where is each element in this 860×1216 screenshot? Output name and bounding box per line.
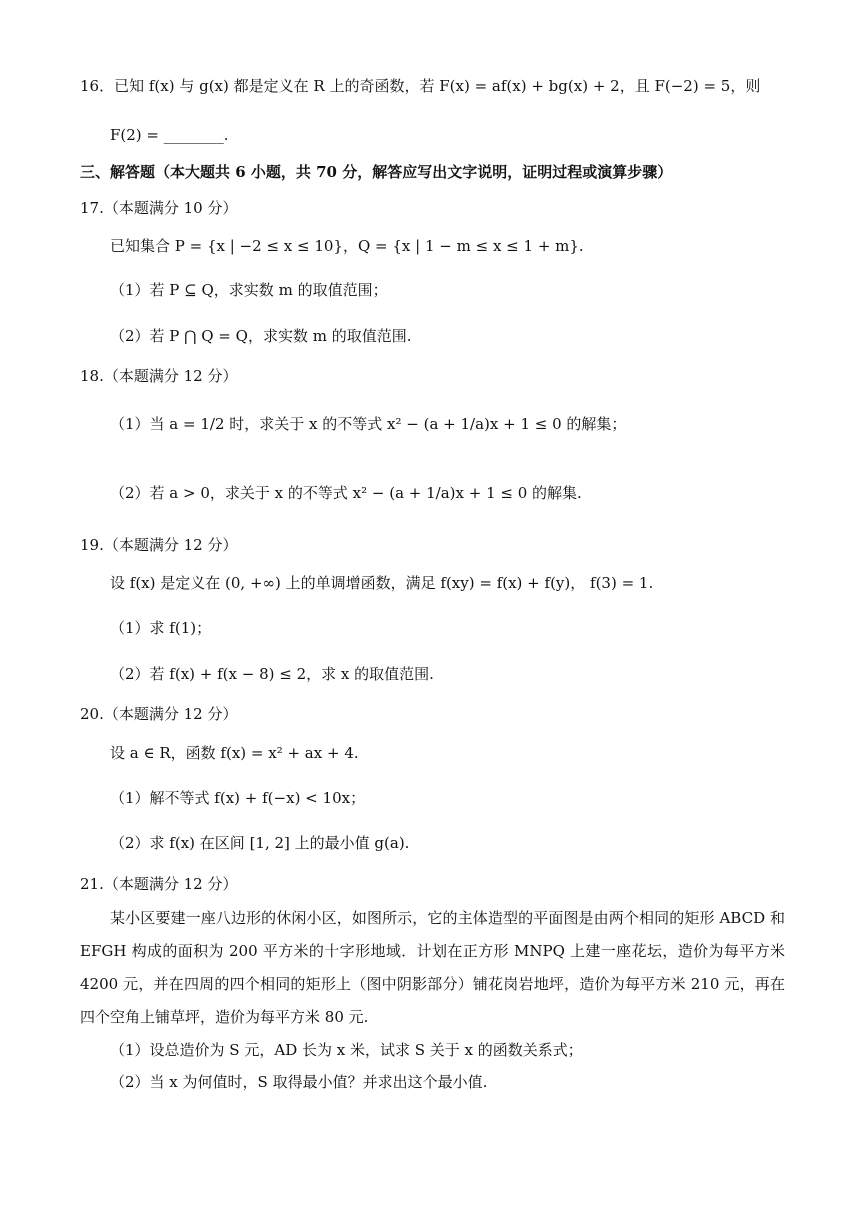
problem-17-title: 17.（本题满分 10 分） (80, 199, 238, 217)
problem-21-title: 21.（本题满分 12 分） (80, 875, 238, 893)
problem-20-title: 20.（本题满分 12 分） (80, 705, 238, 723)
problem-19-part-1: （1）求 f(1)； (110, 619, 212, 637)
problem-21-part-1: （1）设总造价为 S 元，AD 长为 x 米，试求 S 关于 x 的函数关系式； (110, 1041, 583, 1059)
problem-16-line-2: F(2) = ________. (110, 126, 229, 144)
problem-17-part-1: （1）若 P ⊆ Q，求实数 m 的取值范围； (110, 281, 388, 299)
problem-19-stem: 设 f(x) 是定义在 (0, +∞) 上的单调增函数，满足 f(xy) = f(x) + f(y)， f(3) = 1. (110, 574, 654, 592)
problem-16-line-1: 16．已知 f(x) 与 g(x) 都是定义在 R 上的奇函数，若 F(x) = af(x) + bg(x) + 2，且 F(−2) = 5，则 (80, 77, 761, 95)
problem-21-stem: 某小区要建一座八边形的休闲小区，如图所示，它的主体造型的平面图是由两个相同的矩形 ABCD 和 EFGH 构成的面积为 200 平方米的十字形地域．计划在正方形 MNPQ 上建一座花坛，造价为每平方米 4200 元，并在四周的四个相同的矩形上（图中阴影部分）铺花岗岩地坪，造价为每平方米 210 元，再在四个空角上铺草坪，造价为每平方米 80 元. (80, 909, 785, 1026)
problem-20-stem: 设 a ∈ R，函数 f(x) = x² + ax + 4. (110, 744, 359, 762)
problem-18-part-2: （2）若 a > 0，求关于 x 的不等式 x² − (a + 1/a)x + 1 ≤ 0 的解集. (110, 484, 582, 502)
problem-20-part-1: （1）解不等式 f(x) + f(−x) < 10x； (110, 789, 366, 807)
problem-17-stem: 已知集合 P = {x | −2 ≤ x ≤ 10}，Q = {x | 1 − m ≤ x ≤ 1 + m}. (110, 237, 584, 255)
problem-21-part-2: （2）当 x 为何值时，S 取得最小值？并求出这个最小值. (110, 1073, 488, 1091)
problem-17-part-2: （2）若 P ⋂ Q = Q，求实数 m 的取值范围. (110, 327, 412, 345)
problem-20-part-2: （2）求 f(x) 在区间 [1, 2] 上的最小值 g(a). (110, 834, 410, 852)
problem-18-part-1: （1）当 a = 1/2 时，求关于 x 的不等式 x² − (a + 1/a)x + 1 ≤ 0 的解集； (110, 415, 627, 433)
problem-18-title: 18.（本题满分 12 分） (80, 367, 238, 385)
section-3-heading: 三、解答题（本大题共 6 小题，共 70 分，解答应写出文字说明，证明过程或演算步骤） (80, 163, 673, 181)
problem-19-title: 19.（本题满分 12 分） (80, 536, 238, 554)
problem-19-part-2: （2）若 f(x) + f(x − 8) ≤ 2，求 x 的取值范围. (110, 665, 434, 683)
